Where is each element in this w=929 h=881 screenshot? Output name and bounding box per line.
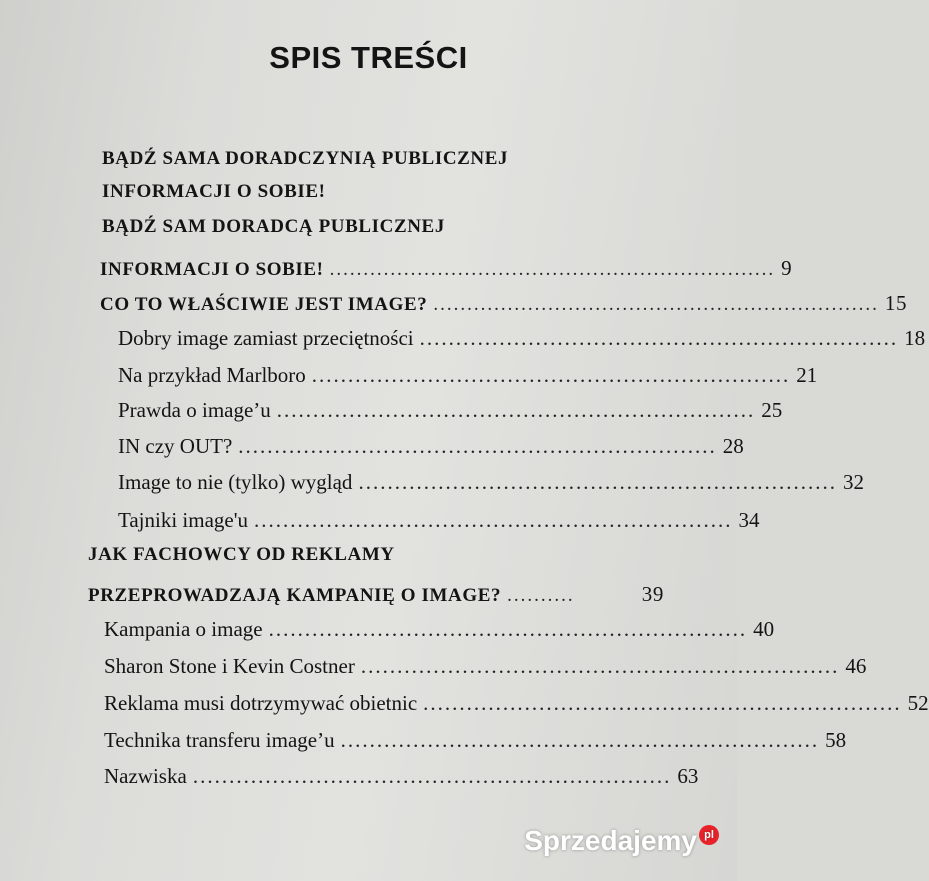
toc-entry-page: 21: [796, 363, 818, 387]
leader-dots: ..................................................................: [419, 326, 899, 350]
toc-entry-page: 18: [904, 326, 926, 350]
toc-entry-label: Image to nie (tylko) wygląd: [118, 470, 353, 494]
toc-entry-label: Tajniki image'u: [118, 508, 249, 532]
leader-dots: ..................................................................: [329, 259, 776, 280]
toc-entry-label: Prawda o image’u: [118, 398, 271, 422]
toc-entry: [118, 398, 783, 423]
toc-entry-page: 28: [722, 434, 744, 458]
toc-entry-page: 40: [753, 617, 775, 641]
toc-entry: [104, 654, 867, 679]
leader-dots: ..................................................................: [238, 434, 717, 458]
toc-entry-label: Reklama musi dotrzymywać obietnic: [104, 691, 418, 715]
toc-entry-label: Nazwiska: [104, 764, 187, 788]
leader-dots: ..................................................................: [254, 508, 733, 532]
toc-entry: [88, 582, 664, 607]
toc-entry-page: 52: [907, 691, 929, 715]
leader-dots: ..................................................................: [192, 764, 672, 788]
leader-dots: ..................................................................: [276, 398, 756, 422]
toc-entry-label: INFORMACJI O SOBIE!: [102, 181, 326, 202]
watermark-text: Sprzedajemy: [524, 825, 697, 856]
page-title: SPIS TREŚCI: [269, 40, 468, 75]
toc-entry-label: CO TO WŁAŚCIWIE JEST IMAGE?: [100, 294, 428, 315]
toc-entry: [100, 256, 793, 281]
bleed-through-text: [60, 6, 65, 28]
toc-entry-page: 34: [738, 508, 760, 532]
toc-entry-page: 58: [825, 728, 847, 752]
toc-entry-label: Kampania o image: [104, 617, 263, 641]
toc-entry: [102, 216, 622, 238]
toc-entry-label: IN czy OUT?: [118, 434, 233, 458]
toc-entry: [102, 148, 622, 170]
leader-dots: ..................................................................: [358, 470, 837, 494]
leader-dots: ..........: [507, 585, 575, 606]
toc-entry-label: BĄDŹ SAM DORADCĄ PUBLICZNEJ: [102, 216, 445, 237]
leader-dots: ..................................................................: [268, 617, 748, 641]
toc-entry-label: PRZEPROWADZAJĄ KAMPANIĘ O IMAGE?: [88, 585, 502, 606]
toc-entry: [104, 764, 699, 789]
toc-entry-page: 25: [761, 398, 783, 422]
toc-entry-page: 63: [677, 764, 699, 788]
toc-entry: [118, 508, 760, 533]
leader-dots: ..................................................................: [423, 691, 902, 715]
toc-entry-label: INFORMACJI O SOBIE!: [100, 259, 324, 280]
leader-dots: ..................................................................: [360, 654, 840, 678]
toc-entry-label: Na przykład Marlboro: [118, 363, 306, 387]
watermark-suffix: pl: [699, 825, 719, 845]
leader-dots: ..................................................................: [433, 294, 879, 315]
leader-dots: ..................................................................: [340, 728, 820, 752]
toc-entry: [118, 434, 744, 459]
toc-entry: [102, 181, 622, 203]
leader-dots: ..................................................................: [311, 363, 791, 387]
watermark-logo: [524, 825, 719, 857]
toc-entry-label: BĄDŹ SAMA DORADCZYNIĄ PUBLICZNEJ: [102, 148, 509, 169]
toc-entry-page: 9: [781, 256, 793, 280]
toc-entry: [118, 363, 818, 388]
toc-entry: [104, 728, 847, 753]
toc-entry-label: Technika transferu image’u: [104, 728, 335, 752]
toc-entry-page: 32: [842, 470, 864, 494]
toc-entry-label: JAK FACHOWCY OD REKLAMY: [88, 544, 395, 565]
toc-entry: [118, 470, 864, 495]
toc-entry-label: Dobry image zamiast przeciętności: [118, 326, 414, 350]
toc-entry: [100, 291, 908, 316]
toc-entry: [118, 326, 926, 351]
toc-entry-page: 46: [845, 654, 867, 678]
toc-entry-page: 39: [641, 582, 664, 606]
toc-entry: [104, 617, 775, 642]
toc-entry: [88, 544, 648, 566]
toc-entry-label: Sharon Stone i Kevin Costner: [104, 654, 355, 678]
toc-entry-page: 15: [884, 291, 908, 315]
toc-entry: [104, 691, 929, 716]
